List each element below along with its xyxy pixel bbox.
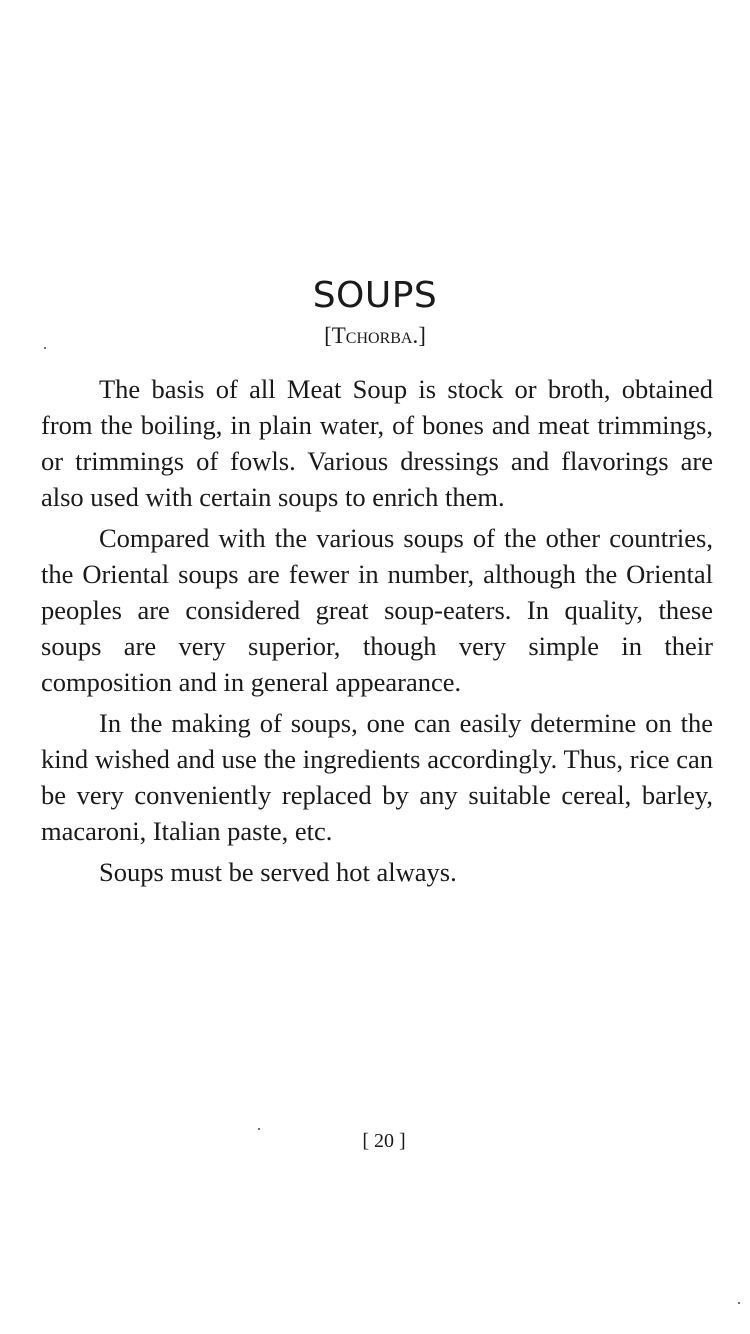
paragraph: The basis of all Meat Soup is stock or broth, obtained from the boiling, in plain water, of bones and meat trimmings, or trimmings of fowls. Various dressings and flavorings are also used with certain soups to enrich them.	[41, 374, 713, 512]
page-subtitle: [Tchorba.]	[324, 323, 426, 348]
page-number: [ 20 ]	[362, 1130, 406, 1152]
body-text	[41, 371, 713, 895]
print-speck	[258, 1128, 260, 1130]
print-speck	[738, 1302, 740, 1304]
paragraph: In the making of soups, one can easily determine on the kind wished and use the ingredients accordingly. Thus, rice can be very conveniently replaced by any suitable cereal, barley, macaroni, Italian paste, etc.	[41, 708, 713, 846]
paragraph: Soups must be served hot always.	[99, 857, 457, 887]
print-speck	[44, 347, 46, 349]
page-title: SOUPS	[312, 275, 438, 316]
paragraph: Compared with the various soups of the other countries, the Oriental soups are fewer in number, although the Oriental peoples are considered great soup-eaters. In quality, these soups are very superior, though very simple in their composition and in general appearance.	[41, 523, 713, 697]
